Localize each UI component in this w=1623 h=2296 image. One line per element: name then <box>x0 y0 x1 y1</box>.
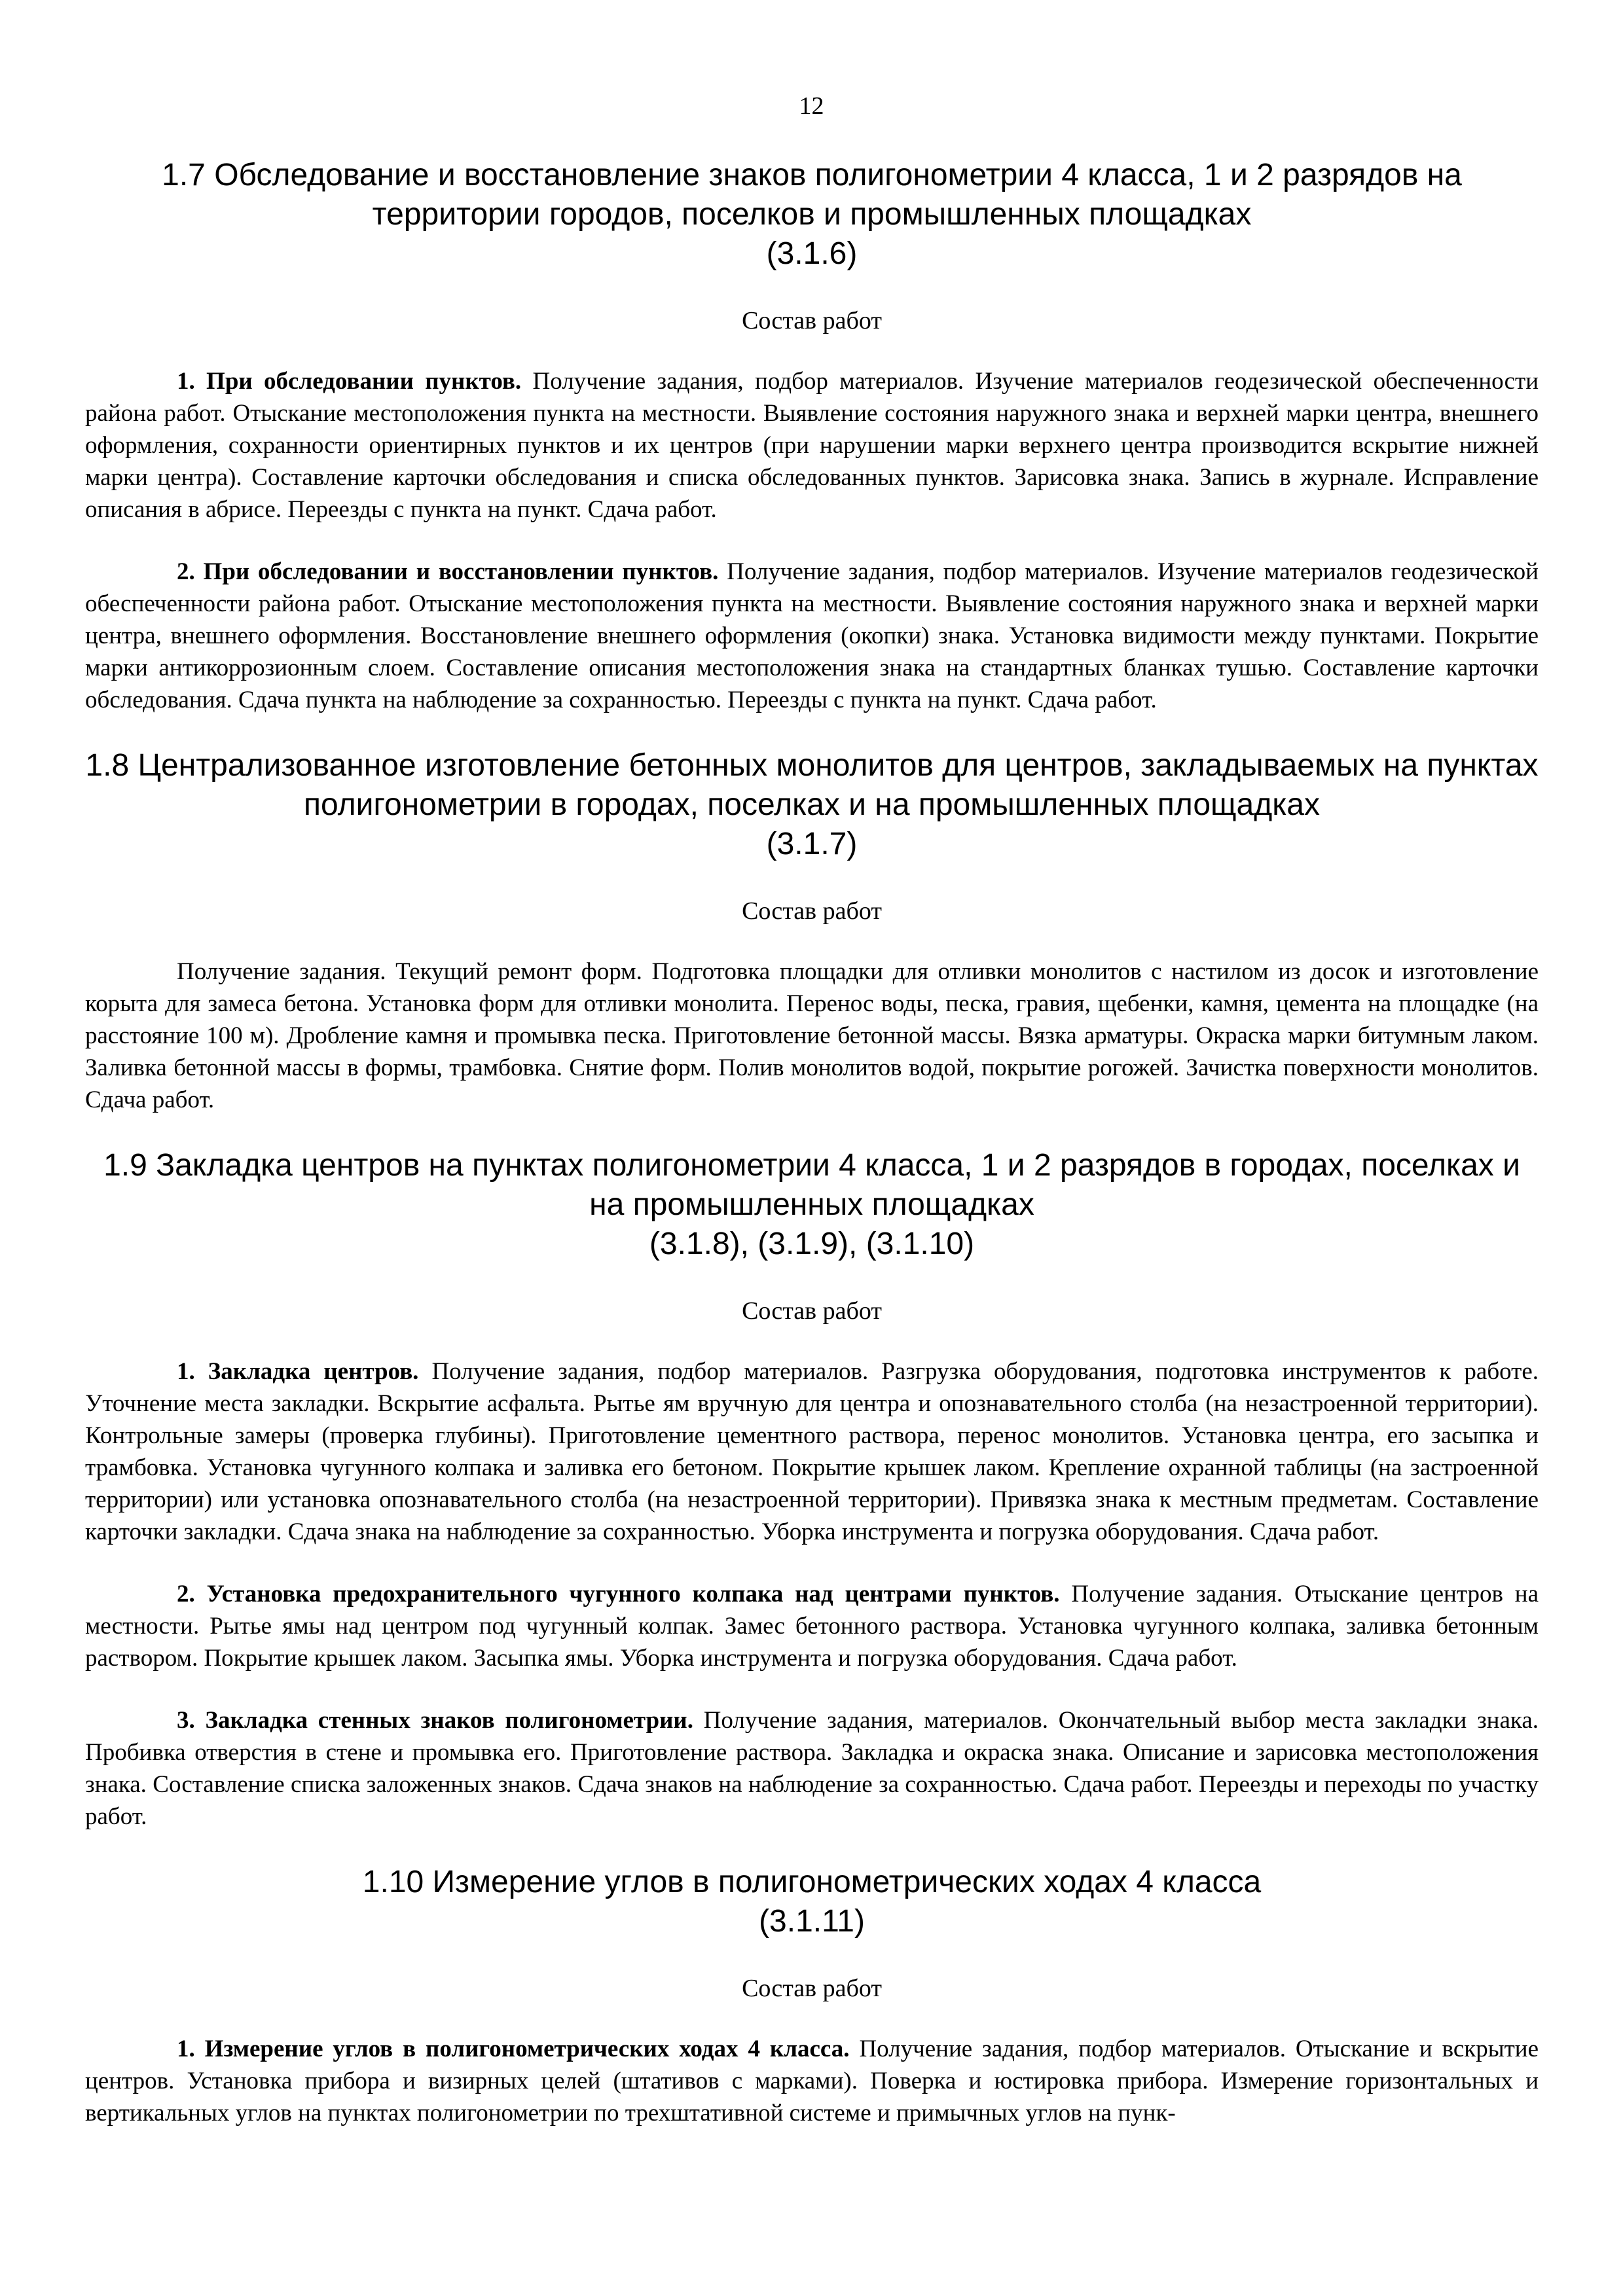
paragraph-lead: 3. Закладка стенных знаков полигонометрии. <box>177 1707 693 1734</box>
section-code: (3.1.8), (3.1.9), (3.1.10) <box>649 1227 975 1261</box>
paragraph <box>85 365 1539 526</box>
paragraph-text: Получение задания. Отыскание центров на местности. Рытье ямы над центром под чугунный колпак. Замес бетонного раствора. Установка чугунного колпака, заливка бетонным раствором. Покрытие крышек лаком. Засыпка ямы. Уборка инструмента и погрузка оборудования. Сдача работ. <box>85 1581 1539 1672</box>
paragraph-text: Получение задания, материалов. Окончательный выбор места закладки знака. Пробивка отверстия в стене и промывка его. Приготовление раствора. Закладка и окраска знака. Описание и зарисовка местоположения знака. Составление списка заложенных знаков. Сдача знаков на наблюдение за сохранностью. Сдача работ. Переезды и переходы по участку работ. <box>85 1707 1539 1830</box>
paragraph <box>85 1704 1539 1833</box>
page-number: 12 <box>799 92 824 120</box>
paragraph-lead: 2. Установка предохранительного чугунного колпака над центрами пунктов. <box>177 1581 1060 1607</box>
section-1-8 <box>85 746 1539 1116</box>
paragraph <box>85 956 1539 1116</box>
paragraph-text: Получение задания. Текущий ремонт форм. Подготовка площадки для отливки монолитов с настилом из досок и изготовление корыта для замеса бетона. Установка форм для отливки монолита. Перенос воды, песка, гравия, щебенки, камня, цемента на площадке (на расстояние 100 м). Дробление камня и промывка песка. Приготовление бетонной массы. Вязка арматуры. Окраска марки битумным лаком. Заливка бетонной массы в формы, трамбовка. Снятие форм. Полив монолитов водой, покрытие рогожей. Зачистка поверхности монолитов. Сдача работ. <box>85 958 1539 1113</box>
section-title: 1.8 Централизованное изготовление бетонных монолитов для центров, закладываемых на пунктах полигонометрии в городах, поселках и на промышленных площадках <box>85 748 1539 822</box>
section-subheading: Состав работ <box>742 897 882 925</box>
paragraph-text: Получение задания, подбор материалов. Отыскание и вскрытие центров. Установка прибора и визирных целей (штативов с марками). Поверка и юстировка прибора. Измерение горизонтальных и вертикальных углов на пунктах полигонометрии по трехштативной системе и примычных углов на пунк- <box>85 2036 1539 2126</box>
section-1-7 <box>85 156 1539 716</box>
paragraph-lead: 1. При обследовании пунктов. <box>177 368 522 395</box>
section-title: 1.7 Обследование и восстановление знаков полигонометрии 4 класса, 1 и 2 разрядов на территории городов, поселков и промышленных площадках <box>162 158 1462 232</box>
paragraph <box>85 2033 1539 2129</box>
section-code: (3.1.6) <box>766 236 858 271</box>
section-title: 1.10 Измерение углов в полигонометрических ходах 4 класса <box>362 1865 1262 1899</box>
paragraph-text: Получение задания, подбор материалов. Изучение материалов геодезической обеспеченности района работ. Отыскание местоположения пункта на местности. Выявление состояния наружного знака и верхней марки центра, внешнего оформления. Восстановление внешнего оформления (окопки) знака. Установка видимости между пунктами. Покрытие марки антикоррозионным слоем. Составление описания местоположения знака на стандартных бланках тушью. Составление карточки обследования. Сдача пункта на наблюдение за сохранностью. Переезды с пункта на пункт. Сдача работ. <box>85 558 1539 713</box>
section-1-10 <box>85 1863 1539 2129</box>
paragraph-lead: 1. Измерение углов в полигонометрических ходах 4 класса. <box>177 2036 850 2062</box>
section-1-9 <box>85 1146 1539 1833</box>
document-content <box>85 156 1539 2159</box>
paragraph <box>85 556 1539 716</box>
section-code: (3.1.11) <box>759 1904 865 1939</box>
section-subheading: Состав работ <box>742 307 882 334</box>
paragraph-lead: 1. Закладка центров. <box>177 1358 419 1385</box>
section-subheading: Состав работ <box>742 1975 882 2002</box>
section-code: (3.1.7) <box>766 827 858 861</box>
paragraph-text: Получение задания, подбор материалов. Изучение материалов геодезической обеспеченности района работ. Отыскание местоположения пункта на местности. Выявление состояния наружного знака и верхней марки центра, внешнего оформления, сохранности ориентирных пунктов и их центров (при нарушении марки верхнего центра производится вскрытие нижней марки центра). Составление карточки обследования и списка обследованных пунктов. Зарисовка знака. Запись в журнале. Исправление описания в абрисе. Переезды с пункта на пункт. Сдача работ. <box>85 368 1539 523</box>
section-title: 1.9 Закладка центров на пунктах полигонометрии 4 класса, 1 и 2 разрядов в городах, поселках и на промышленных площадках <box>103 1148 1520 1222</box>
paragraph <box>85 1578 1539 1674</box>
paragraph-text: Получение задания, подбор материалов. Разгрузка оборудования, подготовка инструментов к работе. Уточнение места закладки. Вскрытие асфальта. Рытье ям вручную для центра и опознавательного столба (на незастроенной территории). Контрольные замеры (проверка глубины). Приготовление цементного раствора, перенос монолитов. Установка центра, его засыпка и трамбовка. Установка чугунного колпака и заливка его бетоном. Покрытие крышек лаком. Крепление охранной таблицы (на застроенной территории) или установка опознавательного столба (на незастроенной территории). Привязка знака к местным предметам. Составление карточки закладки. Сдача знака на наблюдение за сохранностью. Уборка инструмента и погрузка оборудования. Сдача работ. <box>85 1358 1539 1545</box>
paragraph <box>85 1355 1539 1548</box>
paragraph-lead: 2. При обследовании и восстановлении пунктов. <box>177 558 719 585</box>
section-subheading: Состав работ <box>742 1297 882 1325</box>
